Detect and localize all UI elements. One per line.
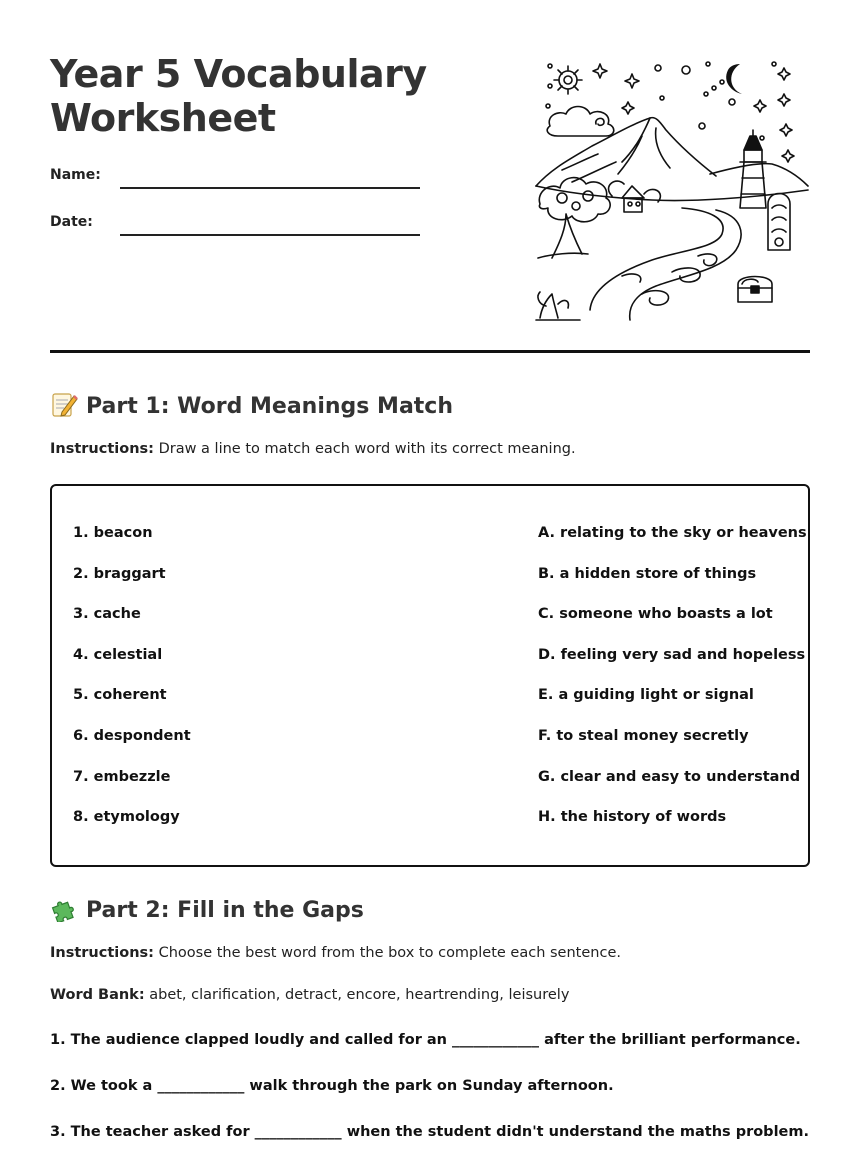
part1-title: Part 1: Word Meanings Match (86, 394, 454, 419)
memo-pencil-icon (50, 390, 78, 418)
part2-instructions-label: Instructions: (50, 945, 154, 961)
match-word[interactable]: 1. beacon (73, 525, 153, 541)
match-meaning[interactable]: C. someone who boasts a lot (538, 606, 773, 622)
match-word[interactable]: 3. cache (73, 606, 141, 622)
part1-instructions (50, 441, 576, 457)
name-label: Name: (50, 167, 101, 183)
match-word[interactable]: 5. coherent (73, 687, 167, 703)
word-bank-text: abet, clarification, detract, encore, heartrending, leisurely (149, 987, 570, 1003)
word-bank (50, 987, 569, 1003)
part2-heading (50, 894, 364, 923)
name-line[interactable] (120, 187, 420, 189)
worksheet-title (50, 52, 450, 140)
hut-icon (609, 181, 661, 212)
match-meaning[interactable]: E. a guiding light or signal (538, 687, 754, 703)
match-word[interactable]: 6. despondent (73, 728, 191, 744)
part1-heading (50, 390, 453, 419)
treasure-chest-icon (738, 277, 772, 303)
match-meaning[interactable]: A. relating to the sky or heavens (538, 525, 807, 541)
matching-box (50, 484, 810, 867)
mountains-icon (536, 118, 808, 201)
gap-sentence[interactable]: 3. The teacher asked for ____________ when the student didn't understand the maths problem. (50, 1124, 809, 1140)
header-divider (50, 350, 810, 353)
totem-icon (768, 194, 790, 251)
part1-instructions-label: Instructions: (50, 441, 154, 457)
date-line[interactable] (120, 234, 420, 236)
part2-title: Part 2: Fill in the Gaps (86, 898, 364, 923)
title-line-1: Year 5 Vocabulary (50, 52, 427, 96)
match-word[interactable]: 2. braggart (73, 566, 166, 582)
plant-icon (538, 292, 568, 318)
match-word[interactable]: 4. celestial (73, 647, 163, 663)
tree-icon (538, 178, 610, 258)
gap-sentence[interactable]: 2. We took a ____________ walk through the park on Sunday afternoon. (50, 1078, 614, 1094)
part1-instructions-text: Draw a line to match each word with its correct meaning. (158, 441, 576, 457)
moon-icon (726, 64, 742, 94)
match-meaning[interactable]: B. a hidden store of things (538, 566, 757, 582)
river-icon (590, 208, 741, 320)
match-word[interactable]: 8. etymology (73, 809, 180, 825)
part2-instructions (50, 945, 621, 961)
title-line-2: Worksheet (50, 96, 276, 140)
date-label: Date: (50, 214, 93, 230)
match-meaning[interactable]: G. clear and easy to understand (538, 769, 801, 785)
puzzle-piece-icon (50, 894, 78, 922)
match-word[interactable]: 7. embezzle (73, 769, 171, 785)
gap-sentence[interactable]: 1. The audience clapped loudly and called for an ____________ after the brilliant performance. (50, 1032, 801, 1048)
match-meaning[interactable]: D. feeling very sad and hopeless (538, 647, 806, 663)
word-bank-label: Word Bank: (50, 987, 145, 1003)
part2-instructions-text: Choose the best word from the box to complete each sentence. (158, 945, 621, 961)
match-meaning[interactable]: H. the history of words (538, 809, 727, 825)
sun-icon (554, 66, 582, 94)
match-meaning[interactable]: F. to steal money secretly (538, 728, 749, 744)
fantasy-landscape-illustration (532, 58, 812, 322)
